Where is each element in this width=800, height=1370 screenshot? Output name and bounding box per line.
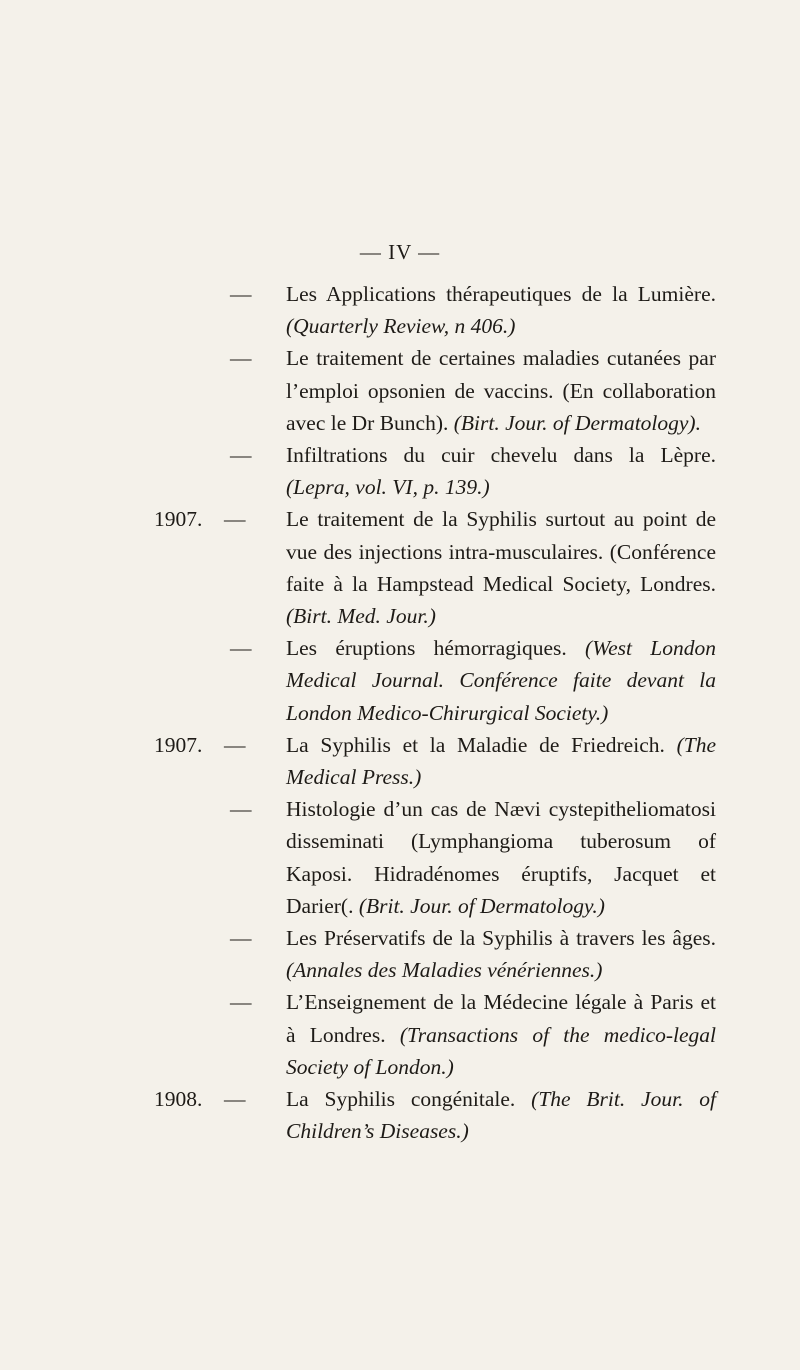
entry-title: Les Préservatifs de la Syphilis à travers les âges.	[286, 926, 716, 951]
entry-source: (Lepra, vol. VI, p. 139.)	[286, 475, 490, 500]
list-item	[0, 922, 800, 986]
entry-year: 1907.	[154, 507, 203, 532]
entry-dash: —	[224, 1087, 246, 1112]
entry-dash: —	[230, 636, 252, 661]
entry-title: Histologie d’un cas de Nævi cystepitheliomatosi disseminati (Lymphangioma tuberosum of Kaposi. Hidradénomes éruptifs, Jacquet et Darier(.	[286, 797, 716, 918]
bibliography-list	[0, 278, 800, 1147]
list-item	[0, 439, 800, 503]
entry-source: (Quarterly Review, n 406.)	[286, 314, 516, 339]
entry-source: (Brit. Jour. of Dermatology.)	[358, 893, 605, 918]
entry-title: Le traitement de certaines maladies cutanées par l’emploi opsonien de vaccins. (En collaboration avec le Dr Bunch).	[286, 346, 716, 435]
entry-dash: —	[224, 507, 246, 532]
entry-source: (Annales des Maladies vénériennes.)	[286, 958, 603, 983]
entry-dash: —	[230, 926, 252, 951]
list-item	[0, 632, 800, 729]
entry-dash: —	[230, 282, 252, 306]
entry-year: 1907.	[154, 732, 203, 757]
entry-dash: —	[230, 797, 252, 822]
list-item	[0, 278, 800, 342]
entry-title: Le traitement de la Syphilis surtout au point de vue des injections intra-musculaires. (Conférence faite à la Hampstead Medical Society, Londres.	[286, 507, 716, 596]
entry-source: (Transactions of the medico-legal Society of London.)	[286, 1022, 717, 1079]
entry-source: (Birt. Jour. of Dermatology).	[453, 410, 701, 435]
list-item	[0, 1083, 800, 1147]
list-item	[0, 793, 800, 922]
list-item	[0, 729, 800, 793]
entry-title: La Syphilis et la Maladie de Friedreich.	[286, 732, 665, 757]
list-item	[0, 342, 800, 439]
entry-source: (The Brit. Jour. of Children’s Diseases.)	[286, 1087, 717, 1144]
entry-dash: —	[224, 732, 246, 757]
entry-source: (The Medical Press.)	[286, 732, 716, 790]
entry-year: 1908.	[154, 1087, 203, 1112]
list-item	[0, 503, 800, 632]
entry-dash: —	[230, 346, 252, 371]
entry-source: (West London Medical Journal. Conférence faite devant la London Medico-Chirurgical Society.)	[286, 636, 716, 725]
entry-source: (Birt. Med. Jour.)	[286, 604, 436, 629]
entry-title: L’Enseignement de la Médecine légale à Paris et à Londres.	[286, 990, 716, 1047]
entry-title: La Syphilis congénitale.	[286, 1087, 516, 1112]
entry-dash: —	[230, 990, 252, 1015]
entry-dash: —	[230, 443, 252, 468]
entry-title: Infiltrations du cuir chevelu dans la Lèpre.	[286, 443, 716, 468]
entry-title: Les Applications thérapeutiques de la Lumière.	[286, 282, 716, 306]
page-header: — IV —	[359, 240, 441, 264]
entry-title: Les éruptions hémorragiques.	[286, 636, 567, 661]
list-item	[0, 986, 800, 1083]
